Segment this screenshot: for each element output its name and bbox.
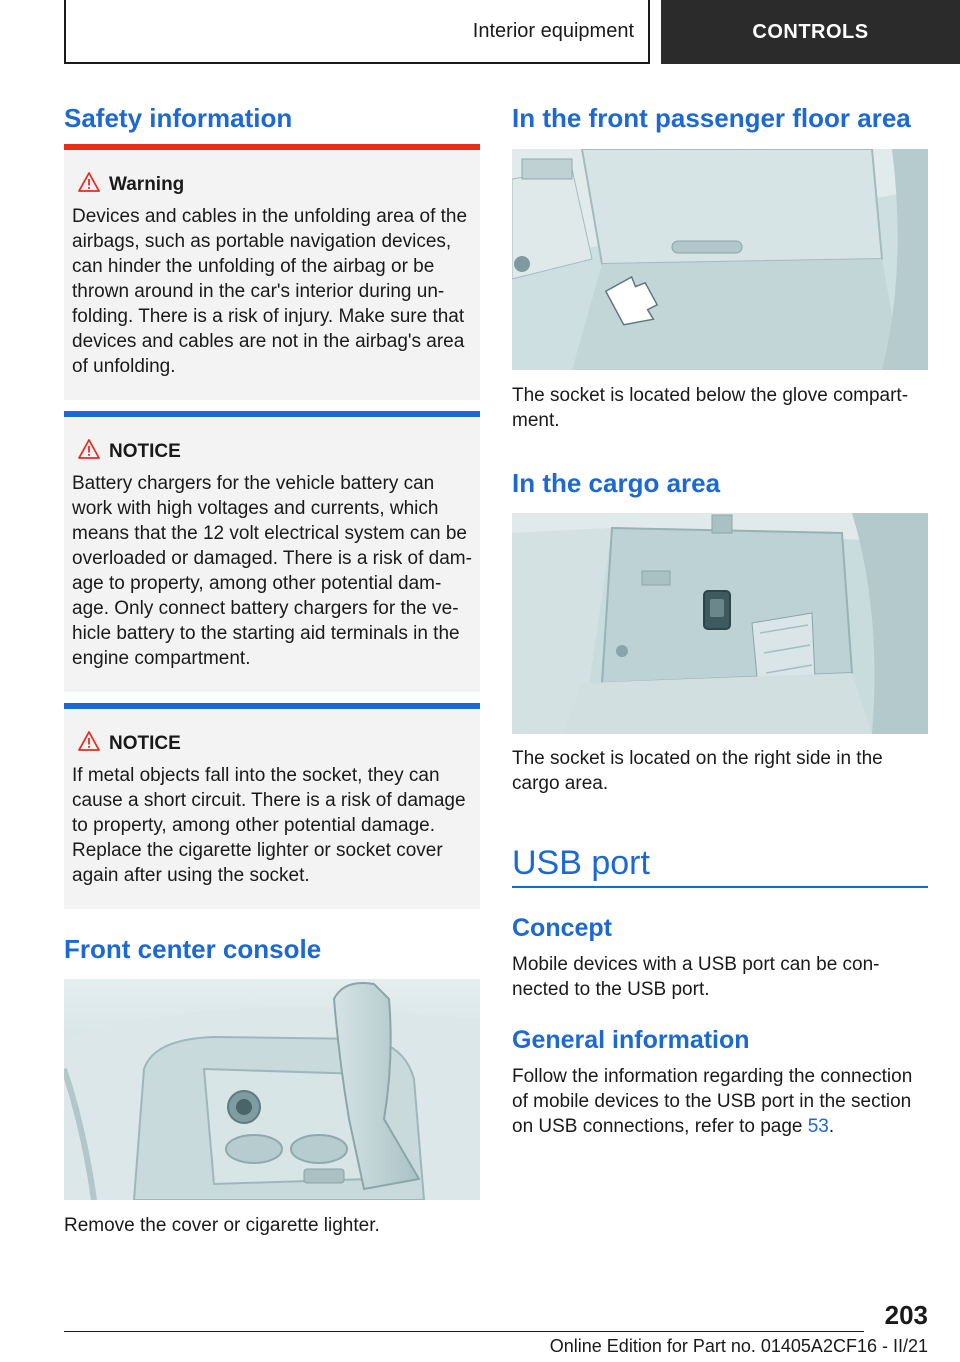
front-console-caption: Remove the cover or cigarette lighter. — [64, 1215, 380, 1236]
notice-bar — [64, 703, 480, 709]
warning-triangle-icon — [78, 172, 100, 192]
usb-port-heading: USB port — [512, 844, 650, 882]
cargo-area-illustration — [512, 513, 928, 734]
general-text-end: . — [828, 1116, 835, 1137]
cargo-area-caption: The socket is located on the right side in the cargo area. — [512, 748, 883, 794]
header-section-tab — [64, 0, 650, 64]
warning-text: Devices and cables in the unfolding area of the airbags, such as portable navigation devices, can hinder the unfolding of the airbag or be thrown around in the car's interior during un-folding. There is a risk of injury. Make sure that devices and cables are not in the airbag's area of unfolding. — [72, 206, 468, 377]
notice-box-battery — [64, 411, 480, 692]
page-reference-link[interactable]: 53 — [807, 1116, 829, 1137]
warning-box — [64, 144, 480, 400]
warning-label: Warning — [109, 174, 185, 195]
notice-triangle-icon — [78, 439, 100, 459]
passenger-floor-illustration — [512, 149, 928, 370]
front-console-illustration — [64, 979, 480, 1200]
safety-information-heading: Safety information — [64, 103, 293, 133]
cargo-area-heading: In the cargo area — [512, 468, 721, 498]
header-chapter-label: CONTROLS — [752, 20, 869, 43]
concept-text: Mobile devices with a USB port can be con-nected to the USB port. — [512, 954, 880, 1000]
warning-bar — [64, 144, 480, 150]
usb-heading-rule — [512, 886, 928, 888]
page-number: 203 — [884, 1300, 928, 1330]
notice-label: NOTICE — [109, 441, 181, 462]
footer-edition: Online Edition for Part no. 01405A2CF16 - II/21 — [549, 1336, 928, 1356]
general-text-body: Follow the information regarding the connection of mobile devices to the USB port in the section on USB connections, refer to page — [512, 1066, 913, 1137]
footer-rule — [64, 1331, 864, 1332]
notice-triangle-icon — [78, 731, 100, 751]
general-information-heading: General information — [512, 1026, 750, 1054]
front-center-console-heading: Front center console — [64, 934, 322, 964]
notice-text-socket: If metal objects fall into the socket, they can cause a short circuit. There is a risk of damage to property, among other potential damage. Replace the cigarette lighter or socket cover again after using the socket. — [72, 765, 466, 886]
header-chapter-tab — [661, 0, 960, 64]
front-passenger-floor-heading: In the front passenger floor area — [512, 103, 911, 133]
notice-box-socket — [64, 703, 480, 909]
header-section-label: Interior equipment — [472, 19, 634, 42]
concept-heading: Concept — [512, 914, 612, 942]
notice-text-battery: Battery chargers for the vehicle battery can work with high voltages and currents, which means that the 12 volt electrical system can be overloaded or damaged. There is a risk of dam-age to property, among other potential dam-age. Only connect battery chargers for the ve-hicle battery to the starting aid terminals in the engine compartment. — [72, 473, 472, 669]
passenger-floor-caption: The socket is located below the glove compart-ment. — [512, 385, 909, 431]
notice-label: NOTICE — [109, 733, 181, 754]
general-information-text — [512, 1064, 928, 1139]
notice-bar — [64, 411, 480, 417]
